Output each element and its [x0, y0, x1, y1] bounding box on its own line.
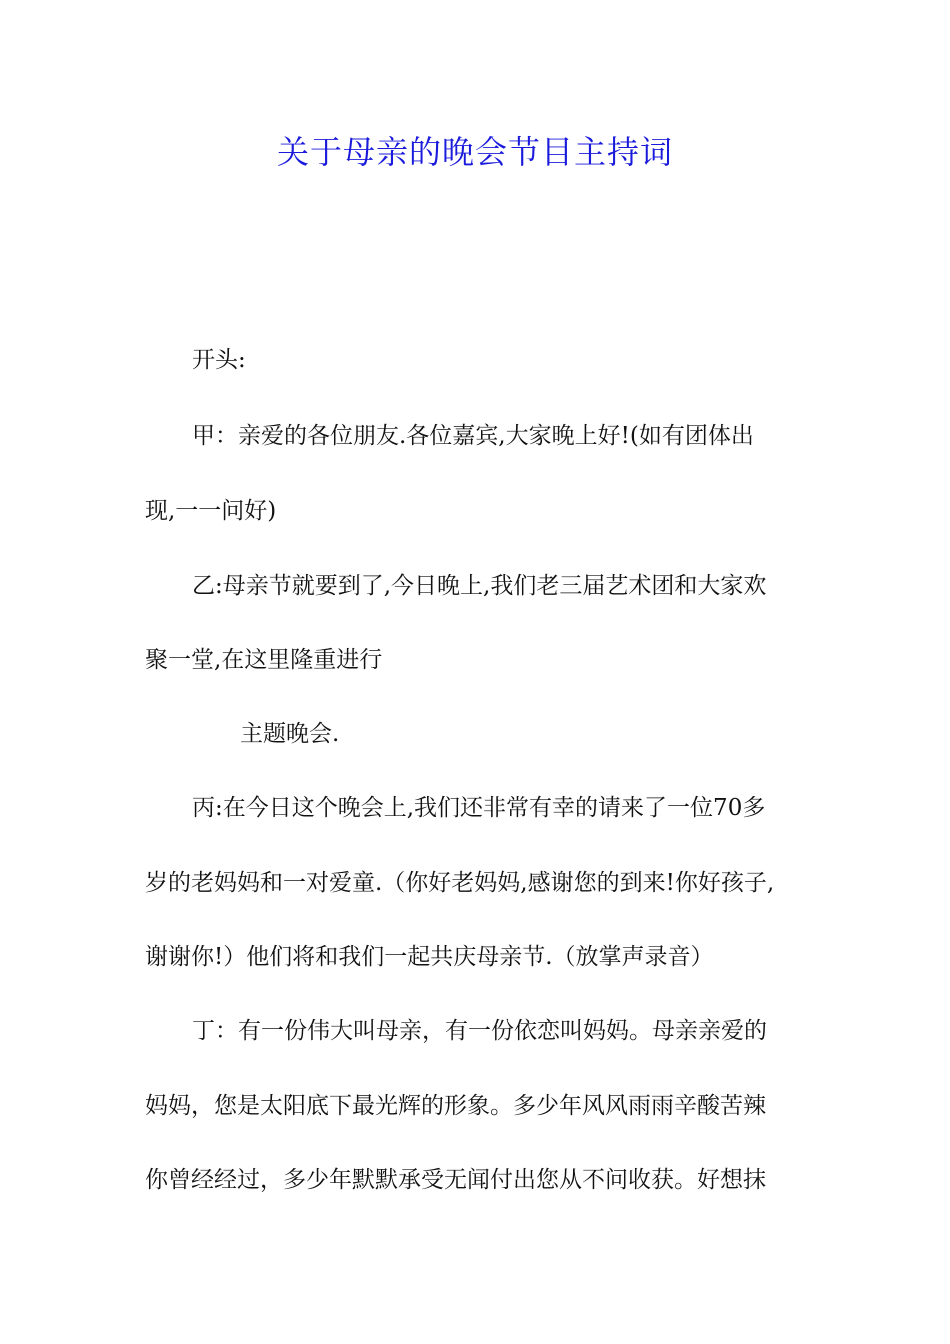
paragraph-line-bing-1: 丙:在今日这个晚会上,我们还非常有幸的请来了一位70多 — [192, 795, 766, 821]
paragraph-line-ding-3: 你曾经经过，多少年默默承受无闻付出您从不问收获。好想抹 — [145, 1167, 766, 1193]
document-title: 关于母亲的晚会节目主持词 — [276, 133, 673, 171]
paragraph-line-jia-2: 现,一一问好) — [145, 498, 277, 524]
paragraph-line-jia-1: 甲：亲爱的各位朋友.各位嘉宾,大家晚上好!(如有团体出 — [192, 423, 754, 449]
paragraph-line-yi-1: 乙:母亲节就要到了,今日晚上,我们老三届艺术团和大家欢 — [192, 573, 767, 599]
paragraph-line-yi-3: 主题晚会. — [240, 721, 340, 747]
paragraph-line-bing-3: 谢谢你!）他们将和我们一起共庆母亲节.（放掌声录音） — [145, 944, 714, 970]
paragraph-line-yi-2: 聚一堂,在这里隆重进行 — [145, 647, 383, 673]
paragraph-line-ding-1: 丁：有一份伟大叫母亲，有一份依恋叫妈妈。母亲亲爱的 — [192, 1018, 767, 1044]
paragraph-line-bing-2: 岁的老妈妈和一对爱童.（你好老妈妈,感谢您的到来!你好孩子, — [145, 870, 775, 896]
paragraph-line-ding-2: 妈妈，您是太阳底下最光辉的形象。多少年风风雨雨辛酸苦辣 — [145, 1093, 766, 1119]
paragraph-line-opening: 开头: — [192, 347, 246, 373]
